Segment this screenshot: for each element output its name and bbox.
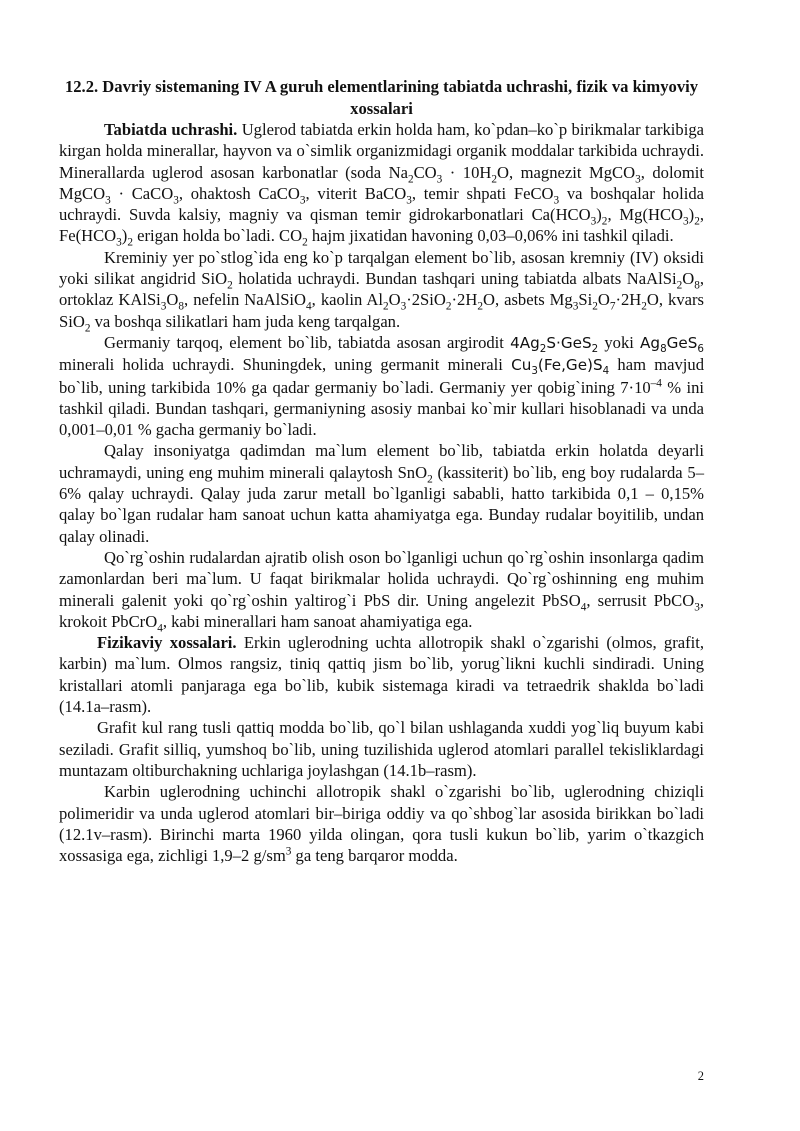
paragraph-carbyne: Karbin uglerodning uchinchi allotropik shakl o`zgarishi bo`lib, uglerodning chiziqli polimeridir va unda uglerod atomlari bir–biriga oddiy va qo`shbog`lar asosida birikkan bo`ladi (12.1v–rasm). Birinchi marta 1960 yilda olingan, qora tusli kukun bo`lib, yarim o`tkazgich xossasiga ega, zichligi 1,9–2 $g/sm^3$ ga teng barqaror modda. (59, 782, 704, 866)
paragraph-lead-metal: Qo`rg`oshin rudalardan ajratib olish oson bo`lganligi uchun qo`rg`oshin insonlarga qadim zamonlardan beri ma`lum. U faqat birikmalar holida uchraydi. Qo`rg`oshinning eng muhim minerali galenit yoki qo`rg`oshin yaltirog`i PbS dir. Uning angelezit PbSO$_4$, serrusit PbCO$_3$, krokoit PbCrO$_4$, kabi minerallari ham sanoat ahamiyatiga ega. (59, 547, 704, 635)
page-number: 2 (697, 1069, 704, 1083)
formula-ag8ges6: $Ag_8GeS_6$ (640, 333, 704, 355)
paragraph-silicon: Kreminiy yer po`stlog`ida eng ko`p tarqalgan element bo`lib, asosan kremniy (IV) oksidi yoki silikat angidrid SiO$_2$ holatida uchraydi. Bundan tashqari uning tabiatda albats $NaAlSi_2O_8$, ortoklaz $KAlSi_3O_8$, nefelin NaAlSiO$_4$, kaolin $Al_2O_3\cdot 2SiO_2\cdot 2H_2O$, asbets $Mg_3Si_2O_7\cdot 2H_2O$, kvars SiO$_2$ va boshqa silikatlari ham juda keng tarqalgan. (59, 247, 704, 334)
paragraph-tin: Qalay insoniyatga qadimdan ma`lum element bo`lib, tabiatda erkin holatda deyarli uchramaydi, uning eng muhim minerali qalaytosh SnO$_2$ (kassiterit) bo`lib, eng boy rudalarda 5–6% qalay uchraydi. Qalay juda zarur metall bo`lganligi sababli, hatto tarkibida 0,1 – 0,15% qalay bo`lgan rudalar ham sanoat uchun katta ahamiyatga ega. Bunday rudalar boyitilib, undan qalay olinadi. (59, 441, 704, 546)
section-title: 12.2. Davriy sistemaning IV A guruh elementlarining tabiatda uchrashi, fizik va kimyoviy xossalari (64, 77, 699, 118)
formula-argyrodite: $4Ag_2S\cdot GeS_2$ (510, 333, 599, 355)
paragraph-graphite: Grafit kul rang tusli qattiq modda bo`lib, qo`l bilan ushlaganda xuddi yog`liq buyum kabi seziladi. Grafit silliq, yumshoq bo`lib, uning tuzilishida uglerod atomlari parallel tekisliklardagi muntazam oltiburchakning uchlariga joylashgan (14.1b–rasm). (59, 718, 704, 780)
formula-germanite: $Cu_3(Fe,Ge)S_4$ (511, 356, 610, 378)
paragraph-lead: Fizikaviy xossalari. (97, 633, 237, 653)
paragraph-occurrence-carbon: Tabiatda uchrashi. Uglerod tabiatda erkin holda ham, ko`pdan–ko`p birikmalar tarkibiga kirgan holda minerallar, hayvon va o`simlik organizmidagi organik moddalar tarkibida uchraydi. Minerallarda uglerod asosan karbonatlar (soda $Na_2CO_3 \cdot 10H_2O$, magnezit MgCO$_3$, dolomit MgCO$_3$ · CaCO$_3$, ohaktosh CaCO$_3$, viterit BaCO$_3$, temir shpati FeCO$_3$ va boshqalar holida uchraydi. Suvda kalsiy, magniy va qisman temir gidrokarbonatlari $Ca(HCO_3)_2$, $Mg(HCO_3)_2$, $Fe(HCO_3)_2$ erigan holda bo`ladi. $CO_2$ hajm jixatidan havoning 0,03–0,06% ini tashkil qiladi. (59, 120, 704, 249)
paragraph-germanium: Germaniy tarqoq, element bo`lib, tabiatda asosan argirodit $4Ag_2S\cdot GeS_2$ yoki $Ag_8GeS_6$ minerali holida uchraydi. Shuningdek, uning germanit minerali $Cu_3(Fe,Ge)S_4$ ham mavjud bo`lib, uning tarkibida 10% ga qadar germaniy bo`ladi. Germaniy yer qobig`ining $7\cdot 10^{-4}$ % ini tashkil qiladi. Bundan tashqari, germaniyning asosiy manbai ko`mir kullari hisoblanadi va unda 0,001–0,01 % gacha germaniy bo`ladi. (59, 332, 705, 440)
paragraph-lead: Tabiatda uchrashi. (104, 120, 238, 139)
paragraph-physical-properties: Fizikaviy xossalari. Erkin uglerodning uchta allotropik shakl o`zgarishi (olmos, grafit, karbin) ma`lum. Olmos rangsiz, tiniq qattiq jism bo`lib, yorug`likni kuchli sindiradi. Uning kristallari atomli panjaraga ega bo`lib, kubik sistemaga kiradi va tetraedrik shaklda bo`ladi (14.1a–rasm). (59, 633, 705, 717)
